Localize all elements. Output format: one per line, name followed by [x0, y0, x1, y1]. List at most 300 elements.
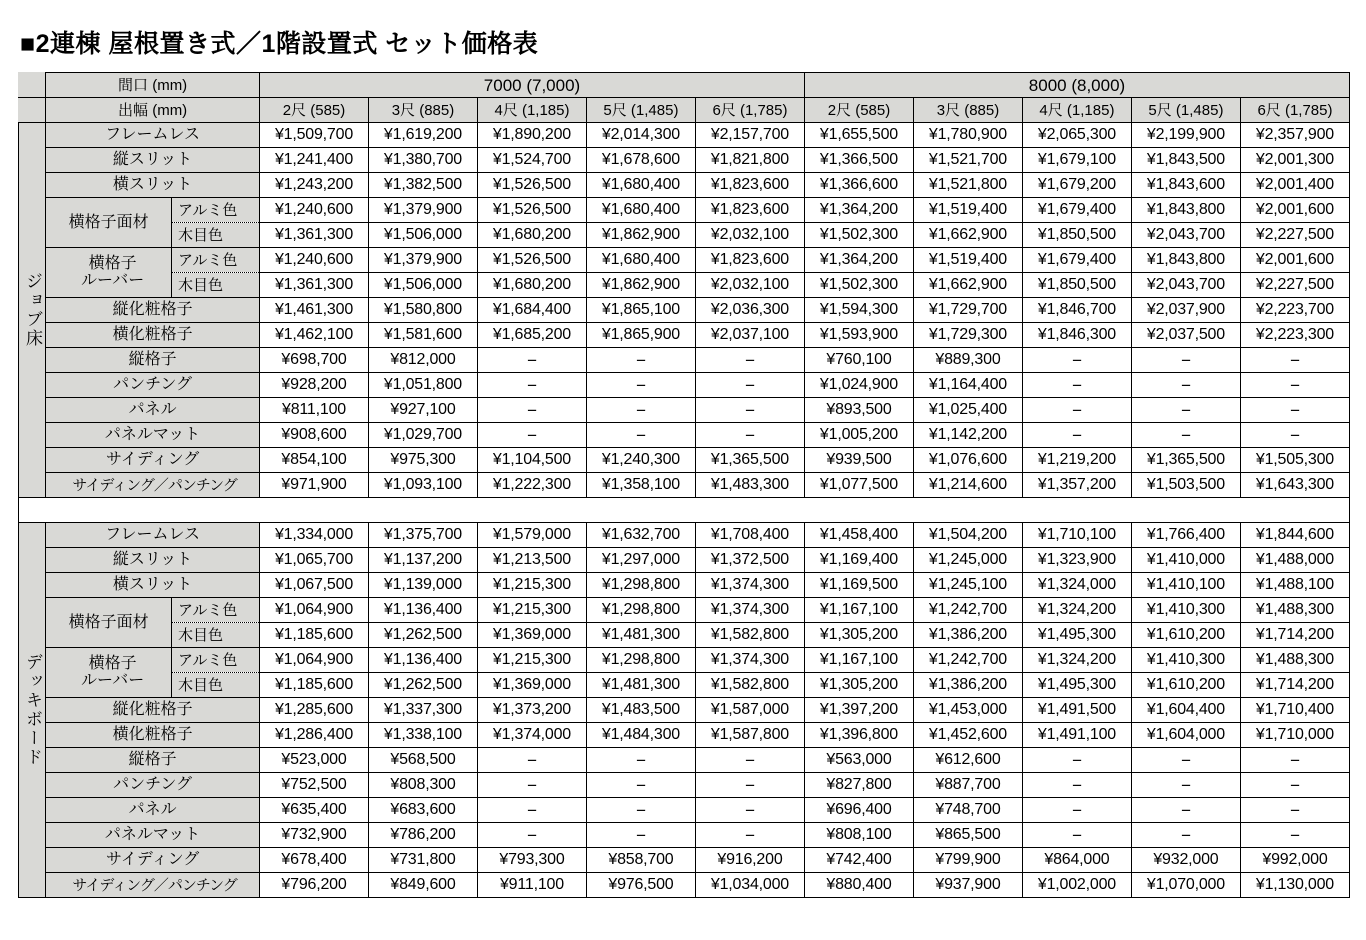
value-cell: ¥1,502,300 — [804, 273, 913, 298]
row-sublabel: アルミ色 — [171, 198, 259, 223]
value-cell-empty: − — [1240, 748, 1349, 773]
value-cell: ¥1,662,900 — [913, 273, 1022, 298]
value-cell-empty: − — [586, 798, 695, 823]
value-cell: ¥1,065,700 — [260, 548, 369, 573]
table-row — [19, 723, 1350, 748]
value-cell: ¥760,100 — [804, 348, 913, 373]
value-cell: ¥808,300 — [368, 773, 477, 798]
row-label: パネルマット — [46, 823, 260, 848]
value-cell: ¥1,130,000 — [1240, 873, 1349, 898]
value-cell: ¥1,461,300 — [260, 298, 369, 323]
value-cell: ¥786,200 — [368, 823, 477, 848]
value-cell: ¥1,410,300 — [1131, 648, 1240, 673]
value-cell-empty: − — [695, 823, 804, 848]
value-cell: ¥698,700 — [260, 348, 369, 373]
value-cell: ¥1,843,600 — [1131, 173, 1240, 198]
value-cell-empty: − — [695, 348, 804, 373]
page-title: ■2連棟 屋根置き式／1階設置式 セット価格表 — [20, 30, 539, 58]
value-cell: ¥889,300 — [913, 348, 1022, 373]
value-cell: ¥1,369,000 — [477, 673, 586, 698]
header-group-2: 8000 (8,000) — [804, 73, 1349, 98]
value-cell: ¥1,679,400 — [1022, 248, 1131, 273]
table-row — [19, 248, 1350, 273]
table-row — [19, 873, 1350, 898]
value-cell: ¥1,002,000 — [1022, 873, 1131, 898]
value-cell-empty: − — [1022, 348, 1131, 373]
row-label: 横化粧格子 — [46, 323, 260, 348]
header-size-1-3: 4尺 (1,185) — [477, 98, 586, 123]
value-cell-empty: − — [477, 423, 586, 448]
value-cell: ¥811,100 — [260, 398, 369, 423]
value-cell: ¥1,034,000 — [695, 873, 804, 898]
value-cell: ¥1,488,300 — [1240, 648, 1349, 673]
row-label-line: 横格子 — [88, 654, 137, 672]
row-sublabel: アルミ色 — [171, 598, 259, 623]
value-cell: ¥1,680,200 — [477, 223, 586, 248]
value-cell: ¥678,400 — [260, 848, 369, 873]
row-label: 横格子面材 — [46, 198, 172, 248]
value-cell: ¥827,800 — [804, 773, 913, 798]
table-row — [19, 598, 1350, 623]
value-cell: ¥1,324,200 — [1022, 648, 1131, 673]
value-cell: ¥1,587,800 — [695, 723, 804, 748]
value-cell: ¥1,297,000 — [586, 548, 695, 573]
value-cell: ¥1,093,100 — [368, 473, 477, 498]
value-cell: ¥1,502,300 — [804, 223, 913, 248]
row-label: 縦スリット — [46, 148, 260, 173]
value-cell: ¥1,324,200 — [1022, 598, 1131, 623]
value-cell: ¥1,679,400 — [1022, 198, 1131, 223]
value-cell: ¥1,357,200 — [1022, 473, 1131, 498]
table-row — [19, 848, 1350, 873]
value-cell: ¥1,865,900 — [586, 323, 695, 348]
value-cell-empty: − — [1022, 373, 1131, 398]
value-cell: ¥1,587,000 — [695, 698, 804, 723]
value-cell: ¥1,005,200 — [804, 423, 913, 448]
table-row — [19, 773, 1350, 798]
value-cell-empty: − — [477, 798, 586, 823]
value-cell: ¥1,214,600 — [913, 473, 1022, 498]
value-cell: ¥849,600 — [368, 873, 477, 898]
value-cell: ¥1,519,400 — [913, 198, 1022, 223]
value-cell: ¥1,245,100 — [913, 573, 1022, 598]
value-cell: ¥1,458,400 — [804, 523, 913, 548]
value-cell: ¥1,051,800 — [368, 373, 477, 398]
value-cell: ¥893,500 — [804, 398, 913, 423]
table-row — [19, 423, 1350, 448]
value-cell: ¥1,823,600 — [695, 173, 804, 198]
header-size-2-1: 2尺 (585) — [804, 98, 913, 123]
table-row — [19, 698, 1350, 723]
value-cell: ¥2,036,300 — [695, 298, 804, 323]
value-cell-empty: − — [1131, 348, 1240, 373]
value-cell: ¥1,305,200 — [804, 673, 913, 698]
value-cell: ¥2,223,300 — [1240, 323, 1349, 348]
value-cell: ¥2,223,700 — [1240, 298, 1349, 323]
table-header-row-maguchi — [19, 73, 1350, 98]
value-cell: ¥1,323,900 — [1022, 548, 1131, 573]
value-cell: ¥2,043,700 — [1131, 273, 1240, 298]
value-cell-empty: − — [695, 773, 804, 798]
value-cell-empty: − — [586, 823, 695, 848]
table-row — [19, 148, 1350, 173]
value-cell-empty: − — [477, 823, 586, 848]
table-row — [19, 748, 1350, 773]
row-label — [46, 248, 172, 298]
value-cell: ¥1,240,600 — [260, 248, 369, 273]
value-cell: ¥911,100 — [477, 873, 586, 898]
value-cell: ¥2,032,100 — [695, 273, 804, 298]
row-sublabel: アルミ色 — [171, 648, 259, 673]
value-cell: ¥1,361,300 — [260, 223, 369, 248]
value-cell-empty: − — [477, 748, 586, 773]
value-cell: ¥1,396,800 — [804, 723, 913, 748]
value-cell: ¥1,136,400 — [368, 598, 477, 623]
table-row — [19, 123, 1350, 148]
value-cell: ¥992,000 — [1240, 848, 1349, 873]
value-cell: ¥1,338,100 — [368, 723, 477, 748]
value-cell: ¥1,506,000 — [368, 223, 477, 248]
value-cell: ¥1,604,400 — [1131, 698, 1240, 723]
value-cell: ¥1,843,800 — [1131, 248, 1240, 273]
row-label-line: ルーバー — [81, 671, 145, 689]
table-row — [19, 173, 1350, 198]
row-sublabel: 木目色 — [171, 623, 259, 648]
value-cell-empty: − — [1131, 373, 1240, 398]
value-cell: ¥1,521,700 — [913, 148, 1022, 173]
section-gap-cell — [19, 498, 1350, 523]
value-cell-empty: − — [477, 398, 586, 423]
value-cell: ¥1,509,700 — [260, 123, 369, 148]
value-cell-empty: − — [1240, 798, 1349, 823]
header-size-2-2: 3尺 (885) — [913, 98, 1022, 123]
value-cell: ¥1,185,600 — [260, 673, 369, 698]
value-cell: ¥1,142,200 — [913, 423, 1022, 448]
value-cell: ¥1,526,500 — [477, 248, 586, 273]
value-cell: ¥1,504,200 — [913, 523, 1022, 548]
value-cell: ¥2,001,300 — [1240, 148, 1349, 173]
value-cell-empty: − — [1131, 823, 1240, 848]
value-cell: ¥1,076,600 — [913, 448, 1022, 473]
value-cell: ¥1,481,300 — [586, 673, 695, 698]
value-cell: ¥1,386,200 — [913, 673, 1022, 698]
value-cell-empty: − — [477, 373, 586, 398]
value-cell: ¥2,001,600 — [1240, 198, 1349, 223]
value-cell-empty: − — [1240, 423, 1349, 448]
header-size-2-3: 4尺 (1,185) — [1022, 98, 1131, 123]
table-row — [19, 398, 1350, 423]
value-cell-empty: − — [1131, 798, 1240, 823]
value-cell: ¥1,823,600 — [695, 198, 804, 223]
value-cell: ¥880,400 — [804, 873, 913, 898]
row-label: 横スリット — [46, 573, 260, 598]
value-cell: ¥635,400 — [260, 798, 369, 823]
value-cell: ¥1,844,600 — [1240, 523, 1349, 548]
value-cell: ¥612,600 — [913, 748, 1022, 773]
value-cell-empty: − — [586, 348, 695, 373]
value-cell-empty: − — [1022, 423, 1131, 448]
value-cell: ¥523,000 — [260, 748, 369, 773]
header-size-1-4: 5尺 (1,485) — [586, 98, 695, 123]
value-cell: ¥1,506,000 — [368, 273, 477, 298]
value-cell: ¥1,169,500 — [804, 573, 913, 598]
value-cell: ¥908,600 — [260, 423, 369, 448]
value-cell: ¥1,862,900 — [586, 223, 695, 248]
value-cell: ¥1,374,000 — [477, 723, 586, 748]
value-cell: ¥2,227,500 — [1240, 223, 1349, 248]
table-header-row-dehaba — [19, 98, 1350, 123]
value-cell: ¥563,000 — [804, 748, 913, 773]
value-cell: ¥971,900 — [260, 473, 369, 498]
row-label: サイディング — [46, 848, 260, 873]
value-cell: ¥1,215,300 — [477, 598, 586, 623]
value-cell: ¥1,619,200 — [368, 123, 477, 148]
header-size-1-2: 3尺 (885) — [368, 98, 477, 123]
value-cell: ¥1,850,500 — [1022, 223, 1131, 248]
header-size-1-5: 6尺 (1,785) — [695, 98, 804, 123]
value-cell: ¥1,380,700 — [368, 148, 477, 173]
value-cell: ¥1,503,500 — [1131, 473, 1240, 498]
value-cell-empty: − — [1131, 773, 1240, 798]
value-cell-empty: − — [1131, 398, 1240, 423]
row-label: サイディング — [46, 448, 260, 473]
value-cell: ¥1,632,700 — [586, 523, 695, 548]
value-cell: ¥1,679,100 — [1022, 148, 1131, 173]
table-row — [19, 373, 1350, 398]
value-cell: ¥748,700 — [913, 798, 1022, 823]
row-label-line: 横格子 — [88, 254, 137, 272]
value-cell-empty: − — [1022, 398, 1131, 423]
value-cell: ¥1,240,300 — [586, 448, 695, 473]
section-label-1 — [19, 123, 46, 498]
value-cell: ¥1,679,200 — [1022, 173, 1131, 198]
value-cell: ¥858,700 — [586, 848, 695, 873]
value-cell: ¥1,729,700 — [913, 298, 1022, 323]
row-label: 縦スリット — [46, 548, 260, 573]
value-cell: ¥1,710,100 — [1022, 523, 1131, 548]
row-sublabel: 木目色 — [171, 673, 259, 698]
value-cell-empty: − — [695, 748, 804, 773]
row-sublabel: 木目色 — [171, 223, 259, 248]
value-cell: ¥1,526,500 — [477, 198, 586, 223]
value-cell: ¥2,001,600 — [1240, 248, 1349, 273]
value-cell: ¥1,821,800 — [695, 148, 804, 173]
header-label-dehaba: 出幅 (mm) — [46, 98, 260, 123]
value-cell: ¥1,680,200 — [477, 273, 586, 298]
value-cell: ¥1,655,500 — [804, 123, 913, 148]
value-cell: ¥2,037,500 — [1131, 323, 1240, 348]
value-cell: ¥799,900 — [913, 848, 1022, 873]
row-label: サイディング／パンチング — [46, 473, 260, 498]
value-cell: ¥1,324,000 — [1022, 573, 1131, 598]
row-label: 横スリット — [46, 173, 260, 198]
value-cell: ¥854,100 — [260, 448, 369, 473]
value-cell: ¥1,070,000 — [1131, 873, 1240, 898]
value-cell: ¥2,199,900 — [1131, 123, 1240, 148]
value-cell: ¥1,222,300 — [477, 473, 586, 498]
value-cell-empty: − — [586, 398, 695, 423]
value-cell-empty: − — [1240, 773, 1349, 798]
row-sublabel: 木目色 — [171, 273, 259, 298]
value-cell: ¥887,700 — [913, 773, 1022, 798]
value-cell-empty: − — [1131, 423, 1240, 448]
value-cell: ¥1,024,900 — [804, 373, 913, 398]
value-cell: ¥1,064,900 — [260, 648, 369, 673]
value-cell: ¥1,298,800 — [586, 648, 695, 673]
value-cell: ¥1,594,300 — [804, 298, 913, 323]
row-label: 横化粧格子 — [46, 723, 260, 748]
value-cell: ¥752,500 — [260, 773, 369, 798]
value-cell-empty: − — [1022, 748, 1131, 773]
value-cell: ¥1,064,900 — [260, 598, 369, 623]
value-cell: ¥1,708,400 — [695, 523, 804, 548]
table-row — [19, 298, 1350, 323]
value-cell: ¥1,262,500 — [368, 623, 477, 648]
table-row — [19, 548, 1350, 573]
value-cell: ¥2,001,400 — [1240, 173, 1349, 198]
value-cell: ¥1,374,300 — [695, 573, 804, 598]
value-cell-empty: − — [1022, 773, 1131, 798]
value-cell: ¥1,298,800 — [586, 598, 695, 623]
value-cell-empty: − — [695, 798, 804, 823]
value-cell: ¥1,185,600 — [260, 623, 369, 648]
value-cell: ¥1,462,100 — [260, 323, 369, 348]
value-cell: ¥1,519,400 — [913, 248, 1022, 273]
value-cell: ¥1,361,300 — [260, 273, 369, 298]
value-cell: ¥939,500 — [804, 448, 913, 473]
value-cell: ¥864,000 — [1022, 848, 1131, 873]
value-cell: ¥1,167,100 — [804, 598, 913, 623]
value-cell: ¥1,386,200 — [913, 623, 1022, 648]
value-cell: ¥1,481,300 — [586, 623, 695, 648]
value-cell-empty: − — [1131, 748, 1240, 773]
value-cell: ¥937,900 — [913, 873, 1022, 898]
table-row — [19, 448, 1350, 473]
header-group-1: 7000 (7,000) — [260, 73, 805, 98]
row-label — [46, 648, 172, 698]
value-cell: ¥1,846,300 — [1022, 323, 1131, 348]
header-size-2-4: 5尺 (1,485) — [1131, 98, 1240, 123]
table-row — [19, 348, 1350, 373]
value-cell: ¥742,400 — [804, 848, 913, 873]
value-cell: ¥1,243,200 — [260, 173, 369, 198]
row-label: パンチング — [46, 373, 260, 398]
value-cell: ¥1,521,800 — [913, 173, 1022, 198]
value-cell: ¥927,100 — [368, 398, 477, 423]
value-cell: ¥1,488,300 — [1240, 598, 1349, 623]
value-cell: ¥1,169,400 — [804, 548, 913, 573]
value-cell-empty: − — [1022, 823, 1131, 848]
value-cell: ¥932,000 — [1131, 848, 1240, 873]
value-cell: ¥1,262,500 — [368, 673, 477, 698]
header-corner — [19, 73, 46, 98]
value-cell: ¥1,382,500 — [368, 173, 477, 198]
row-label: パネル — [46, 798, 260, 823]
header-label-maguchi: 間口 (mm) — [46, 73, 260, 98]
row-label: パンチング — [46, 773, 260, 798]
table-row — [19, 623, 1350, 648]
value-cell: ¥1,505,300 — [1240, 448, 1349, 473]
value-cell: ¥1,164,400 — [913, 373, 1022, 398]
header-size-1-1: 2尺 (585) — [260, 98, 369, 123]
value-cell: ¥1,581,600 — [368, 323, 477, 348]
value-cell: ¥1,843,800 — [1131, 198, 1240, 223]
value-cell: ¥1,495,300 — [1022, 673, 1131, 698]
value-cell: ¥1,488,100 — [1240, 573, 1349, 598]
value-cell: ¥1,337,300 — [368, 698, 477, 723]
value-cell: ¥1,582,800 — [695, 673, 804, 698]
value-cell: ¥1,678,600 — [586, 148, 695, 173]
value-cell: ¥2,227,500 — [1240, 273, 1349, 298]
row-label: 縦格子 — [46, 348, 260, 373]
header-corner-2 — [19, 98, 46, 123]
value-cell: ¥1,850,500 — [1022, 273, 1131, 298]
value-cell: ¥1,823,600 — [695, 248, 804, 273]
value-cell-empty: − — [586, 773, 695, 798]
value-cell: ¥1,242,700 — [913, 598, 1022, 623]
value-cell: ¥1,410,300 — [1131, 598, 1240, 623]
value-cell: ¥1,766,400 — [1131, 523, 1240, 548]
value-cell: ¥1,684,400 — [477, 298, 586, 323]
value-cell: ¥1,379,900 — [368, 248, 477, 273]
table-row — [19, 473, 1350, 498]
value-cell: ¥1,358,100 — [586, 473, 695, 498]
value-cell: ¥1,491,100 — [1022, 723, 1131, 748]
value-cell: ¥1,219,200 — [1022, 448, 1131, 473]
value-cell: ¥1,374,300 — [695, 598, 804, 623]
price-table — [18, 72, 1350, 898]
value-cell: ¥1,483,500 — [586, 698, 695, 723]
section-label-text: ジョブ床 — [23, 272, 43, 348]
value-cell: ¥1,298,800 — [586, 573, 695, 598]
value-cell: ¥1,579,000 — [477, 523, 586, 548]
value-cell: ¥1,714,200 — [1240, 673, 1349, 698]
value-cell: ¥1,680,400 — [586, 198, 695, 223]
value-cell: ¥1,245,000 — [913, 548, 1022, 573]
value-cell: ¥1,580,800 — [368, 298, 477, 323]
value-cell: ¥1,242,700 — [913, 648, 1022, 673]
value-cell: ¥1,067,500 — [260, 573, 369, 598]
value-cell: ¥976,500 — [586, 873, 695, 898]
value-cell: ¥808,100 — [804, 823, 913, 848]
value-cell: ¥2,357,900 — [1240, 123, 1349, 148]
value-cell: ¥1,364,200 — [804, 248, 913, 273]
value-cell: ¥1,365,500 — [1131, 448, 1240, 473]
value-cell: ¥1,483,300 — [695, 473, 804, 498]
value-cell: ¥2,014,300 — [586, 123, 695, 148]
value-cell-empty: − — [695, 373, 804, 398]
value-cell-empty: − — [1240, 348, 1349, 373]
value-cell: ¥1,374,300 — [695, 648, 804, 673]
value-cell: ¥1,680,400 — [586, 173, 695, 198]
value-cell: ¥683,600 — [368, 798, 477, 823]
value-cell: ¥696,400 — [804, 798, 913, 823]
value-cell: ¥2,043,700 — [1131, 223, 1240, 248]
value-cell: ¥2,037,900 — [1131, 298, 1240, 323]
value-cell: ¥1,453,000 — [913, 698, 1022, 723]
row-label: パネルマット — [46, 423, 260, 448]
value-cell: ¥1,890,200 — [477, 123, 586, 148]
row-label-line: ルーバー — [81, 271, 145, 289]
value-cell: ¥1,366,500 — [804, 148, 913, 173]
row-label: 縦格子 — [46, 748, 260, 773]
value-cell: ¥916,200 — [695, 848, 804, 873]
row-label: フレームレス — [46, 523, 260, 548]
value-cell: ¥1,862,900 — [586, 273, 695, 298]
value-cell: ¥1,610,200 — [1131, 673, 1240, 698]
value-cell: ¥975,300 — [368, 448, 477, 473]
value-cell: ¥1,662,900 — [913, 223, 1022, 248]
